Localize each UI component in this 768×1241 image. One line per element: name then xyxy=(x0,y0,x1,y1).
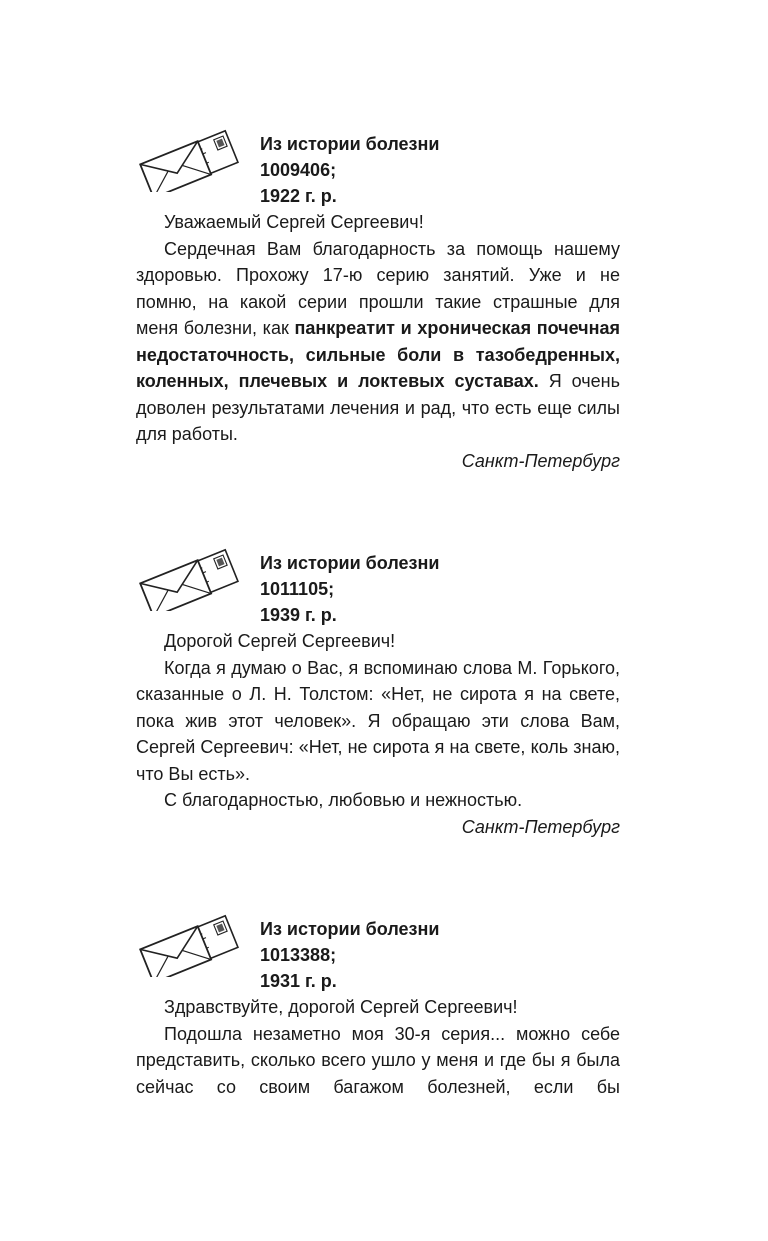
letter-greeting: Здравствуйте, дорогой Сергей Сергеевич! xyxy=(164,997,518,1017)
envelope-postcard-icon xyxy=(136,128,240,192)
envelope-postcard-icon xyxy=(136,913,240,977)
heading-birth-year: 1939 г. р. xyxy=(260,605,337,625)
envelope-postcard-icon xyxy=(136,547,240,611)
heading-birth-year: 1922 г. р. xyxy=(260,186,337,206)
heading-case-number: 1009406; xyxy=(260,160,337,180)
body-emphasis: панкреатит и хроническая почечная недостаточность, сильные боли в тазобедренных, коленных, плечевых и локтевых суставах. xyxy=(136,318,621,391)
letter-heading xyxy=(260,913,620,994)
heading-title: Из истории болезни xyxy=(260,919,440,939)
heading-case-number: 1013388; xyxy=(260,945,337,965)
heading-title: Из истории болезни xyxy=(260,553,440,573)
letter-signature: Санкт-Петербург xyxy=(461,816,620,837)
letter-heading xyxy=(260,547,620,628)
letter-closing: С благодарностью, любовью и нежностью. xyxy=(164,790,523,810)
body-text: Сердечная Вам благодарность за помощь нашему здоровью. Прохожу 17-ю серию занятий. Уже и не помню, на какой серии прошли такие страшные для меня болезни, как xyxy=(136,238,620,338)
letter-greeting: Дорогой Сергей Сергеевич! xyxy=(164,631,396,651)
letter-body: Подошла незаметно моя 30-я серия... можно себе представить, сколько всего ушло у меня и где бы я была сейчас со своим багажом болезней, если бы xyxy=(136,1023,620,1097)
heading-birth-year: 1931 г. р. xyxy=(260,971,337,991)
letter-body: Когда я думаю о Вас, я вспоминаю слова М. Горького, сказанные о Л. Н. Толстом: «Нет, не сирота я на свете, пока жив этот человек». Я обращаю эти слова Вам, Сергей Сергеевич: «Нет, не сирота я на свете, коль знаю, что Вы есть». xyxy=(136,657,620,784)
letter-3 xyxy=(136,913,620,1100)
body-text: Я очень доволен результатами лечения и рад, что есть еще силы для работы. xyxy=(136,371,620,444)
letter-heading xyxy=(260,128,620,209)
letter-greeting: Уважаемый Сергей Сергеевич! xyxy=(164,212,424,232)
letter-2 xyxy=(136,547,620,840)
heading-title: Из истории болезни xyxy=(260,134,440,154)
letter-1 xyxy=(136,128,620,474)
letter-signature: Санкт-Петербург xyxy=(461,450,620,471)
letter-body xyxy=(136,236,620,448)
heading-case-number: 1011105; xyxy=(260,579,335,599)
